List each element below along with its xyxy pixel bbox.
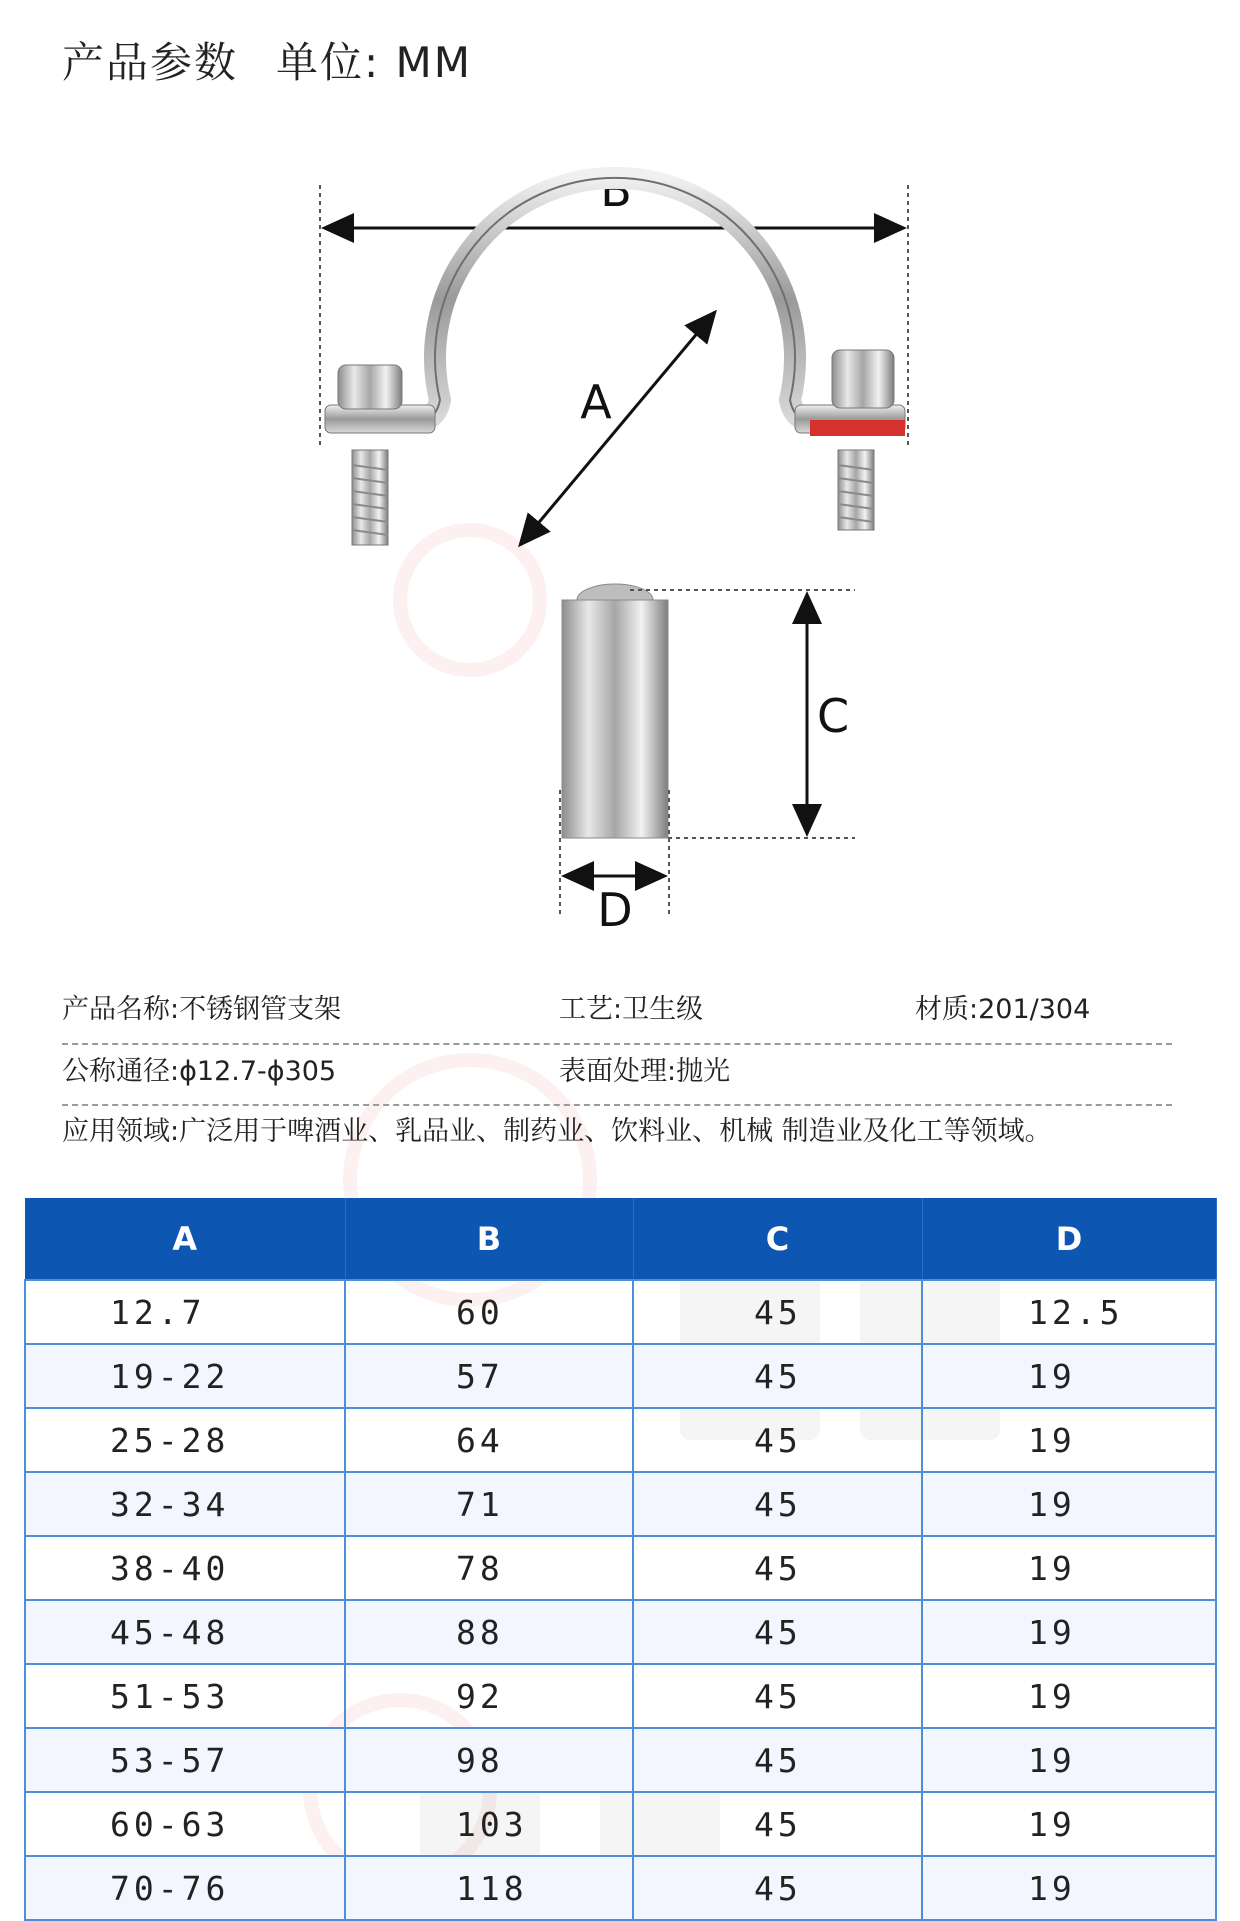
- support-leg: [562, 600, 668, 838]
- table-row: [25, 1472, 1216, 1536]
- header-d: D: [922, 1198, 1216, 1280]
- spec-application: 应用领域:广泛用于啤酒业、乳品业、制药业、饮料业、机械 制造业及化工等领域。: [62, 1116, 1052, 1147]
- cell-c: 45: [633, 1280, 922, 1344]
- spec-process: 工艺:卫生级: [559, 994, 704, 1025]
- cell-c: 45: [633, 1856, 922, 1920]
- cell-b: 103: [345, 1792, 633, 1856]
- cell-d: 19: [922, 1344, 1216, 1408]
- header-c: C: [633, 1198, 922, 1280]
- cell-a: 53-57: [25, 1728, 345, 1792]
- cell-d: 19: [922, 1856, 1216, 1920]
- cell-c: 45: [633, 1664, 922, 1728]
- cell-c: 45: [633, 1472, 922, 1536]
- table-row: [25, 1856, 1216, 1920]
- title-text: 产品参数: [62, 38, 239, 87]
- spec-divider-2: [62, 1104, 1172, 1106]
- table-row: [25, 1792, 1216, 1856]
- label-b: B: [600, 163, 632, 217]
- cell-b: 88: [345, 1600, 633, 1664]
- cell-a: 19-22: [25, 1344, 345, 1408]
- cell-a: 12.7: [25, 1280, 345, 1344]
- table-row: [25, 1280, 1216, 1344]
- header-a: A: [25, 1198, 345, 1280]
- cell-c: 45: [633, 1536, 922, 1600]
- label-a: A: [580, 375, 612, 429]
- cell-a: 70-76: [25, 1856, 345, 1920]
- table-header-row: [25, 1198, 1216, 1280]
- left-bolt-head: [338, 365, 402, 409]
- spec-material: 材质:201/304: [915, 994, 1091, 1025]
- dimension-table: [24, 1198, 1217, 1921]
- label-c: C: [816, 689, 850, 743]
- cell-d: 19: [922, 1600, 1216, 1664]
- table-row: [25, 1600, 1216, 1664]
- spec-nominal: 公称通径:ϕ12.7-ϕ305: [62, 1056, 337, 1087]
- label-d: D: [597, 883, 633, 937]
- cell-a: 51-53: [25, 1664, 345, 1728]
- spec-surface: 表面处理:抛光: [559, 1056, 731, 1087]
- cell-b: 78: [345, 1536, 633, 1600]
- cell-c: 45: [633, 1344, 922, 1408]
- spec-name: 产品名称:不锈钢管支架: [62, 994, 342, 1025]
- cell-b: 57: [345, 1344, 633, 1408]
- unit-text: 单位: MM: [276, 38, 472, 87]
- spec-divider-1: [62, 1043, 1172, 1045]
- table-row: [25, 1728, 1216, 1792]
- header-b: B: [345, 1198, 633, 1280]
- cell-c: 45: [633, 1600, 922, 1664]
- cell-a: 45-48: [25, 1600, 345, 1664]
- cell-d: 12.5: [922, 1280, 1216, 1344]
- cell-b: 92: [345, 1664, 633, 1728]
- table-row: [25, 1536, 1216, 1600]
- a-dimension-arrow: [520, 312, 715, 545]
- cell-c: 45: [633, 1792, 922, 1856]
- cell-b: 64: [345, 1408, 633, 1472]
- cell-a: 60-63: [25, 1792, 345, 1856]
- cell-b: 98: [345, 1728, 633, 1792]
- cell-d: 19: [922, 1536, 1216, 1600]
- cell-a: 25-28: [25, 1408, 345, 1472]
- cell-c: 45: [633, 1408, 922, 1472]
- table-row: [25, 1408, 1216, 1472]
- cell-b: 60: [345, 1280, 633, 1344]
- cell-b: 118: [345, 1856, 633, 1920]
- pipe-clamp-diagram: [0, 0, 1240, 950]
- cell-d: 19: [922, 1728, 1216, 1792]
- cell-d: 19: [922, 1408, 1216, 1472]
- cell-d: 19: [922, 1792, 1216, 1856]
- right-bolt-head: [832, 350, 894, 408]
- cell-d: 19: [922, 1664, 1216, 1728]
- cell-a: 38-40: [25, 1536, 345, 1600]
- red-gasket: [810, 420, 905, 436]
- table-row: [25, 1344, 1216, 1408]
- cell-a: 32-34: [25, 1472, 345, 1536]
- cell-d: 19: [922, 1472, 1216, 1536]
- cell-b: 71: [345, 1472, 633, 1536]
- cell-c: 45: [633, 1728, 922, 1792]
- table-row: [25, 1664, 1216, 1728]
